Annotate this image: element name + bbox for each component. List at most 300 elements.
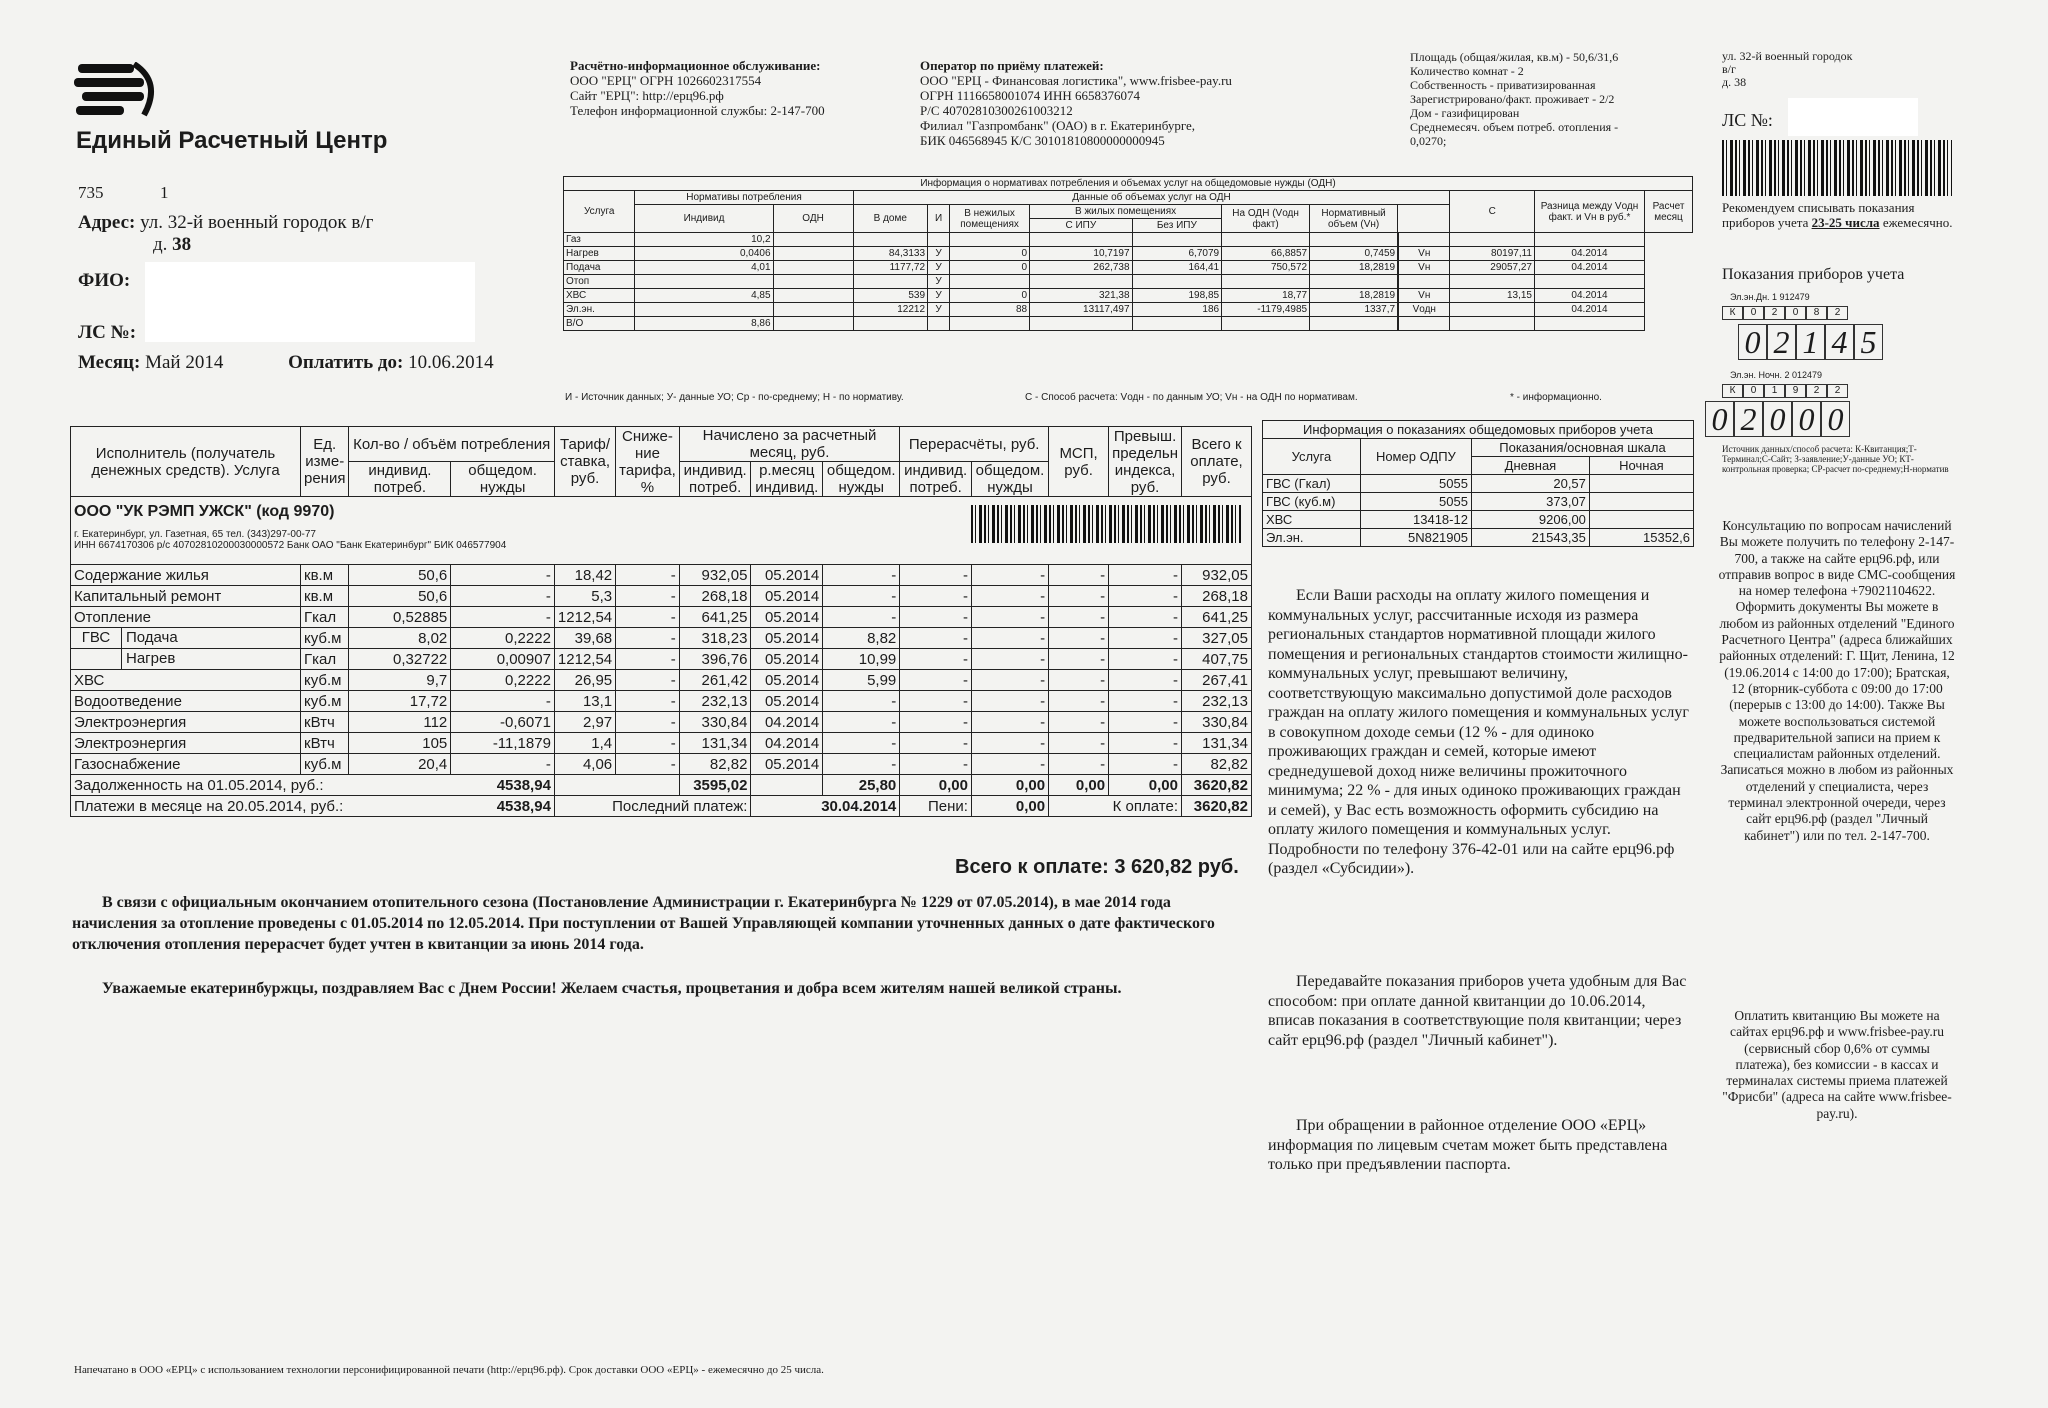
- meter-prev-digit: 0: [1743, 306, 1764, 320]
- meter-prev-digit: 9: [1785, 384, 1806, 398]
- odn-cell: [773, 233, 853, 247]
- house-meter-service: ГВС (Гкал): [1263, 475, 1361, 493]
- charge-accc-cell: 10,99: [823, 649, 900, 670]
- house-meter-row: [1263, 529, 1694, 547]
- charge-unit-cell: кВтч: [301, 712, 349, 733]
- house-meter-cell: [1589, 475, 1693, 493]
- charge-tot-cell: 232,13: [1182, 691, 1252, 712]
- main-h-executor: Исполнитель (получатель денежных средств). Услуга: [71, 427, 301, 497]
- charge-red-cell: -: [616, 691, 680, 712]
- charge-com-cell: 0,00907: [451, 649, 555, 670]
- charge-tariff-cell: 18,42: [554, 565, 615, 586]
- odn-cell: 6,7079: [1132, 247, 1222, 261]
- charge-acc-cell: 396,76: [679, 649, 751, 670]
- charge-ri-cell: -: [900, 691, 972, 712]
- charge-ind-cell: 20,4: [349, 754, 451, 775]
- meter-submit-text: Передавайте показания приборов учета удобным для Вас способом: при оплате данной квитанции до 10.06.2014, вписав показания в соответствующие поля квитанции; через сайт ерц96.рф (раздел "Личный кабинет").: [1268, 973, 1687, 1049]
- main-h-rec-ind: индивид. потреб.: [900, 462, 972, 497]
- odn-cell: [1030, 233, 1133, 247]
- charge-rc-cell: -: [971, 712, 1048, 733]
- sum-msp: 0,00: [1049, 775, 1109, 796]
- charge-rc-cell: -: [971, 670, 1048, 691]
- odn-cell: [1030, 275, 1133, 289]
- odn-cell: Vн: [1399, 247, 1450, 261]
- charge-unit-cell: куб.м: [301, 628, 349, 649]
- odn-cell: 8,86: [635, 317, 773, 331]
- odn-h-noipu: Без ИПУ: [1132, 219, 1222, 233]
- charge-rc-cell: -: [971, 565, 1048, 586]
- charge-exc-cell: -: [1109, 712, 1182, 733]
- charge-msp-cell: -: [1049, 712, 1109, 733]
- charge-ind-cell: 8,02: [349, 628, 451, 649]
- main-h-acc-ind: индивид. потреб.: [679, 462, 751, 497]
- last-payment-value: 30.04.2014: [751, 796, 900, 817]
- pay-until-value: 10.06.2014: [408, 352, 494, 373]
- property-line: 0,0270;: [1410, 134, 1447, 148]
- odn-cell: [1399, 317, 1450, 331]
- odn-cell: [1310, 317, 1398, 331]
- property-line: Количество комнат - 2: [1410, 64, 1524, 78]
- charge-rc-cell: -: [971, 628, 1048, 649]
- house-meter-cell: 5055: [1360, 475, 1471, 493]
- house-meter-cell: 20,57: [1471, 475, 1589, 493]
- odn-service-cell: Нагрев: [564, 247, 635, 261]
- charge-service-name: ХВС: [71, 670, 301, 691]
- odn-cell: [1132, 275, 1222, 289]
- account-code-b: 1: [160, 183, 169, 202]
- odn-cell: [1399, 275, 1450, 289]
- charge-tariff-cell: 26,95: [554, 670, 615, 691]
- charge-accc-cell: -: [823, 691, 900, 712]
- odn-service-cell: Эл.эн.: [564, 303, 635, 317]
- house-meter-cell: 9206,00: [1471, 511, 1589, 529]
- charge-tot-cell: 268,18: [1182, 586, 1252, 607]
- odn-cell: У: [928, 275, 950, 289]
- ls-redaction: [145, 300, 475, 342]
- odn-h-calc: Расчет месяц: [1645, 191, 1693, 233]
- charge-acc-cell: 82,82: [679, 754, 751, 775]
- charge-com-cell: -: [451, 607, 555, 628]
- odn-cell: -1179,4985: [1222, 303, 1310, 317]
- charge-msp-cell: -: [1049, 670, 1109, 691]
- charge-com-cell: -11,1879: [451, 733, 555, 754]
- charge-accc-cell: -: [823, 607, 900, 628]
- meter1-label: Эл.эн.Дн. 1 912479: [1730, 292, 1810, 302]
- charge-row: [71, 691, 1252, 712]
- charge-accc-cell: -: [823, 586, 900, 607]
- charge-service-name: Содержание жилья: [71, 565, 301, 586]
- meter-prev-digit: 2: [1827, 306, 1848, 320]
- house-meter-row: [1263, 475, 1694, 493]
- odn-cell: 04.2014: [1535, 247, 1645, 261]
- house-meter-cell: 5N821905: [1360, 529, 1471, 547]
- odn-cell: [1535, 233, 1645, 247]
- odn-cell: 0: [950, 261, 1030, 275]
- charge-month-cell: 05.2014: [751, 754, 823, 775]
- odn-cell: [928, 233, 950, 247]
- meter-prev-digit: 8: [1806, 306, 1827, 320]
- charge-tariff-cell: 1212,54: [554, 607, 615, 628]
- house-meter-row: [1263, 511, 1694, 529]
- odn-cell: [773, 289, 853, 303]
- odn-cell: 750,572: [1222, 261, 1310, 275]
- last-payment-label: Последний платеж:: [554, 796, 751, 817]
- stub-ls-label: ЛС №:: [1722, 110, 1773, 130]
- odn-cell: [1222, 275, 1310, 289]
- main-h-qty: Кол-во / объём потребления: [349, 427, 554, 462]
- charge-service-name: Газоснабжение: [71, 754, 301, 775]
- odn-cell: [1535, 275, 1645, 289]
- dev-h-scale: Показания/основная шкала: [1471, 439, 1693, 457]
- meter-new-digit-box[interactable]: 5: [1854, 324, 1883, 360]
- month-value: Май 2014: [145, 352, 224, 373]
- sum-accrued: 3595,02: [679, 775, 751, 796]
- address-house: 38: [172, 234, 192, 255]
- odn-cell: 321,38: [1030, 289, 1133, 303]
- charge-tot-cell: 82,82: [1182, 754, 1252, 775]
- paid-label: Платежи в месяце на 20.05.2014, руб.:: [71, 796, 451, 817]
- odn-service-cell: Газ: [564, 233, 635, 247]
- odn-note-1: И - Источник данных; У- данные УО; Ср - по-среднему; Н - по нормативу.: [565, 392, 904, 403]
- charge-red-cell: -: [616, 565, 680, 586]
- odn-cell: [950, 275, 1030, 289]
- charge-acc-cell: 330,84: [679, 712, 751, 733]
- odn-h-norms: Нормативы потребления: [635, 191, 853, 205]
- odn-h-data: Данные об объемах услуг на ОДН: [853, 191, 1450, 205]
- odn-cell: [1450, 317, 1535, 331]
- subsidy-text: Если Ваши расходы на оплату жилого помещения и коммунальных услуг, рассчитанные исходя из размера региональных стандартов нормативной площади жилого помещения и региональных стандартов стоимости жилищно-коммунальных услуг, превышают величину, соответствующую максимально допустимой доле расходов граждан на оплату жилого помещения и коммунальных услуг в совокупном доходе семьи (12 % - для одиноко проживающих граждан и семей, которые имеют среднедушевой доход ниже величины прожиточного минимума; 22 % - для иных одиноко проживающих граждан и семей), у Вас есть возможность оформить субсидию на оплату жилого помещения и коммунальных услуг. Подробности по телефону 376-42-01 или на сайте ерц96.рф (раздел «Субсидии»).: [1268, 587, 1689, 877]
- charge-ri-cell: -: [900, 754, 972, 775]
- address-line1: ул. 32-й военный городок в/г: [140, 212, 374, 233]
- odn-cell: 4,85: [635, 289, 773, 303]
- charge-tot-cell: 327,05: [1182, 628, 1252, 649]
- charge-tariff-cell: 5,3: [554, 586, 615, 607]
- odn-cell: 84,3133: [853, 247, 927, 261]
- charge-rc-cell: -: [971, 586, 1048, 607]
- odn-service-cell: Подача: [564, 261, 635, 275]
- meter-prev-digit: К: [1722, 306, 1743, 320]
- odn-row: [564, 303, 1693, 317]
- house-meter-row: [1263, 493, 1694, 511]
- greeting-notice: Уважаемые екатеринбуржцы, поздравляем Вас с Днем России! Желаем счастья, процветания и добра всем жителям нашей великой страны.: [102, 980, 1122, 997]
- odn-cell: У: [928, 289, 950, 303]
- provider-barcode: [971, 505, 1241, 543]
- charge-row: [71, 607, 1252, 628]
- charge-exc-cell: -: [1109, 586, 1182, 607]
- odn-h-normvol: Нормативный объем (Vн): [1310, 205, 1398, 233]
- meter-prev-digit: 0: [1743, 384, 1764, 398]
- odn-cell: 164,41: [1132, 261, 1222, 275]
- odn-cell: [853, 275, 927, 289]
- house-meter-cell: [1589, 511, 1693, 529]
- odn-cell: 04.2014: [1535, 289, 1645, 303]
- odn-cell: [773, 317, 853, 331]
- company-logo: [74, 62, 166, 120]
- operator-line: БИК 046568945 К/С 30101810800000000945: [920, 133, 1165, 148]
- odn-cell: [1222, 233, 1310, 247]
- sum-total: 3620,82: [1182, 775, 1252, 796]
- to-pay-label: К оплате:: [1049, 796, 1182, 817]
- charge-unit-cell: кв.м: [301, 586, 349, 607]
- charge-exc-cell: -: [1109, 733, 1182, 754]
- house-meter-cell: 5055: [1360, 493, 1471, 511]
- charge-exc-cell: -: [1109, 670, 1182, 691]
- erc-logo-icon: [74, 62, 166, 120]
- gvs-group-label: ГВС: [81, 629, 111, 646]
- charge-com-cell: -: [451, 754, 555, 775]
- stub-barcode: [1722, 140, 1952, 196]
- odn-cell: Vн: [1399, 289, 1450, 303]
- odn-cell: [1222, 317, 1310, 331]
- charge-exc-cell: -: [1109, 607, 1182, 628]
- odn-row: [564, 233, 1693, 247]
- charge-red-cell: -: [616, 649, 680, 670]
- odn-h-onodn: На ОДН (Vодн факт): [1222, 205, 1310, 233]
- charge-rc-cell: -: [971, 754, 1048, 775]
- charge-red-cell: -: [616, 607, 680, 628]
- odn-cell: 10,2: [635, 233, 773, 247]
- charge-accc-cell: 5,99: [823, 670, 900, 691]
- month-row: [78, 352, 494, 374]
- charge-msp-cell: -: [1049, 754, 1109, 775]
- ls-label: ЛС №:: [78, 322, 137, 343]
- charge-msp-cell: -: [1049, 649, 1109, 670]
- charge-service-name: Водоотведение: [71, 691, 301, 712]
- charge-month-cell: 05.2014: [751, 670, 823, 691]
- meter-new-digit-box[interactable]: 2: [1734, 401, 1763, 437]
- odn-cell: 1337,7: [1310, 303, 1398, 317]
- odn-row: [564, 275, 1693, 289]
- odn-cell: [1030, 317, 1133, 331]
- charge-month-cell: 05.2014: [751, 565, 823, 586]
- odn-cell: [773, 303, 853, 317]
- odn-cell: [773, 247, 853, 261]
- charge-service-name: Электроэнергия: [71, 733, 301, 754]
- odn-cell: [1450, 303, 1535, 317]
- odn-cell: [1310, 275, 1398, 289]
- charge-row: [71, 712, 1252, 733]
- charge-row: [71, 733, 1252, 754]
- odn-cell: [773, 261, 853, 275]
- odn-cell: 186: [1132, 303, 1222, 317]
- charge-tariff-cell: 2,97: [554, 712, 615, 733]
- main-h-qty-ind: индивид. потреб.: [349, 462, 451, 497]
- charge-ind-cell: 112: [349, 712, 451, 733]
- address-block: [78, 212, 373, 256]
- charge-ri-cell: -: [900, 565, 972, 586]
- recommend-days: 23-25 числа: [1811, 215, 1880, 230]
- service-info-line: ООО "ЕРЦ" ОГРН 1026602317554: [570, 73, 762, 88]
- charge-row: [71, 754, 1252, 775]
- sum-excess: 0,00: [1109, 775, 1182, 796]
- odn-cell: [1450, 275, 1535, 289]
- charge-service-name: Подача: [121, 628, 178, 648]
- odn-cell: 29057,27: [1450, 261, 1535, 275]
- stub-address-line: ул. 32-й военный городок в/г: [1722, 49, 1853, 76]
- charge-exc-cell: -: [1109, 691, 1182, 712]
- charge-row: [71, 565, 1252, 586]
- main-h-tariff: Тариф/ ставка, руб.: [554, 427, 615, 497]
- meter-new-digit-box[interactable]: 0: [1705, 401, 1734, 437]
- operator-line: Оператор по приёму платежей:: [920, 58, 1104, 73]
- house-meter-cell: 15352,6: [1589, 529, 1693, 547]
- odn-service-cell: ХВС: [564, 289, 635, 303]
- odn-note-2: С - Способ расчета: Vодн - по данным УО; Vн - на ОДН по нормативам.: [1025, 392, 1358, 403]
- house-meter-cell: 373,07: [1471, 493, 1589, 511]
- charge-tot-cell: 641,25: [1182, 607, 1252, 628]
- main-h-unit: Ед. изме-рения: [301, 427, 349, 497]
- charge-rc-cell: -: [971, 649, 1048, 670]
- account-code-a: 735: [78, 183, 104, 202]
- charge-unit-cell: куб.м: [301, 670, 349, 691]
- charge-tot-cell: 932,05: [1182, 565, 1252, 586]
- meter-new-digit-box[interactable]: 0: [1821, 401, 1850, 437]
- odn-cell: 13117,497: [1030, 303, 1133, 317]
- odn-cell: [773, 275, 853, 289]
- meter-prev-digit: К: [1722, 384, 1743, 398]
- charge-com-cell: -: [451, 691, 555, 712]
- charge-accc-cell: -: [823, 565, 900, 586]
- operator-info: [920, 58, 1340, 148]
- main-h-acc-month: р.месяц индивид.: [751, 462, 823, 497]
- charge-tariff-cell: 1212,54: [554, 649, 615, 670]
- charge-month-cell: 05.2014: [751, 586, 823, 607]
- fio-redaction: [145, 262, 475, 300]
- charge-msp-cell: -: [1049, 691, 1109, 712]
- debt-label: Задолженность на 01.05.2014, руб.:: [71, 775, 451, 796]
- odn-cell: 18,77: [1222, 289, 1310, 303]
- address-label: Адрес:: [78, 212, 136, 233]
- meter-new-digit-box[interactable]: 2: [1767, 324, 1796, 360]
- address-line2-prefix: д.: [153, 234, 168, 255]
- odn-cell: [853, 233, 927, 247]
- house-meter-cell: 13418-12: [1360, 511, 1471, 529]
- charge-month-cell: 04.2014: [751, 733, 823, 754]
- odn-cell: У: [928, 247, 950, 261]
- charge-acc-cell: 131,34: [679, 733, 751, 754]
- charge-ind-cell: 50,6: [349, 586, 451, 607]
- recommend-tail: ежемесячно.: [1882, 215, 1953, 230]
- meter-prev-digit: 2: [1827, 384, 1848, 398]
- main-h-qty-com: общедом. нужды: [451, 462, 555, 497]
- service-info-line: Расчётно-информационное обслуживание:: [570, 58, 821, 73]
- dev-h-service: Услуга: [1263, 439, 1361, 475]
- odn-cell: [853, 317, 927, 331]
- charge-ri-cell: -: [900, 586, 972, 607]
- odn-row: [564, 289, 1693, 303]
- charge-red-cell: -: [616, 586, 680, 607]
- dev-h-num: Номер ОДПУ: [1360, 439, 1471, 475]
- operator-line: ОГРН 1116658001074 ИНН 6658376074: [920, 88, 1140, 103]
- pay-online-text: Оплатить квитанцию Вы можете на сайтах ерц96.рф и www.frisbee-pay.ru (сервисный сбор 0,6% от суммы платежа), без комиссии - в кассах и терминалах системы приема платежей "Фрисби" (адреса на сайте www.frisbee-pay.ru).: [1722, 1008, 1952, 1121]
- charge-month-cell: 05.2014: [751, 607, 823, 628]
- meter1-new-reading[interactable]: [1738, 324, 1883, 360]
- odn-table: [563, 176, 1693, 331]
- odn-h-nonres: В нежилых помещениях: [950, 205, 1030, 233]
- charge-ri-cell: -: [900, 670, 972, 691]
- charge-service-name: Капитальный ремонт: [71, 586, 301, 607]
- operator-line: Р/С 40702810300261003212: [920, 103, 1073, 118]
- charge-acc-cell: 232,13: [679, 691, 751, 712]
- charge-msp-cell: -: [1049, 586, 1109, 607]
- stub-house: д. 38: [1722, 75, 1747, 89]
- sum-recalc-com: 0,00: [971, 775, 1048, 796]
- charge-month-cell: 05.2014: [751, 649, 823, 670]
- meter1-prev-reading: [1722, 306, 1848, 320]
- odn-cell: 0: [950, 289, 1030, 303]
- charge-acc-cell: 268,18: [679, 586, 751, 607]
- fine-label: Пени:: [900, 796, 972, 817]
- charge-msp-cell: -: [1049, 607, 1109, 628]
- odn-cell: [1132, 233, 1222, 247]
- charge-tot-cell: 267,41: [1182, 670, 1252, 691]
- charge-ri-cell: -: [900, 649, 972, 670]
- readings-title: Показания приборов учета: [1722, 266, 1905, 283]
- charge-unit-cell: куб.м: [301, 754, 349, 775]
- charge-exc-cell: -: [1109, 649, 1182, 670]
- odn-cell: [635, 275, 773, 289]
- odn-h-service: Услуга: [564, 191, 635, 233]
- odn-cell: У: [928, 303, 950, 317]
- meter-prev-digit: 2: [1806, 384, 1827, 398]
- odn-cell: 10,7197: [1030, 247, 1133, 261]
- odn-note-3: * - информационно.: [1510, 392, 1602, 403]
- company-name: Единый Расчетный Центр: [76, 127, 388, 154]
- fio-label: ФИО:: [78, 270, 131, 291]
- charge-com-cell: -0,6071: [451, 712, 555, 733]
- odn-cell: 13,15: [1450, 289, 1535, 303]
- charge-ri-cell: -: [900, 628, 972, 649]
- charge-acc-cell: 932,05: [679, 565, 751, 586]
- charge-red-cell: -: [616, 733, 680, 754]
- odn-cell: 0,7459: [1310, 247, 1398, 261]
- meter-new-digit-box[interactable]: 1: [1796, 324, 1825, 360]
- charge-row: [71, 628, 1252, 649]
- meter-new-digit-box[interactable]: 0: [1763, 401, 1792, 437]
- charge-ind-cell: 9,7: [349, 670, 451, 691]
- charge-ind-cell: 0,52885: [349, 607, 451, 628]
- main-h-accrued: Начислено за расчетный месяц, руб.: [679, 427, 900, 462]
- odn-row: [564, 317, 1693, 331]
- charge-row: [71, 586, 1252, 607]
- main-h-msp: МСП, руб.: [1049, 427, 1109, 497]
- property-line: Дом - газифицирован: [1410, 106, 1520, 120]
- odn-row: [564, 261, 1693, 275]
- house-meter-service: ГВС (куб.м): [1263, 493, 1361, 511]
- odn-h-c: С: [1450, 191, 1535, 233]
- charge-row: [71, 670, 1252, 691]
- meter-new-digit-box[interactable]: 4: [1825, 324, 1854, 360]
- charge-accc-cell: -: [823, 733, 900, 754]
- provider-cell: [71, 497, 1252, 565]
- sum-accrued-common: 25,80: [823, 775, 900, 796]
- meter2-new-reading[interactable]: [1705, 401, 1850, 437]
- odn-cell: 18,2819: [1310, 289, 1398, 303]
- odn-cell: 4,01: [635, 261, 773, 275]
- readings-legend: Источник данных/способ расчета: К-Квитанция;Т-Терминал;С-Сайт; З-заявление;У-данные УО; КТ-контрольная проверка; СР-расчет по-среднему;Н-норматив: [1722, 444, 1949, 474]
- charge-ri-cell: -: [900, 712, 972, 733]
- meter2-label: Эл.эн. Ночн. 2 012479: [1730, 370, 1822, 380]
- main-h-rec-com: общедом. нужды: [971, 462, 1048, 497]
- odn-h-house: В доме: [853, 205, 927, 233]
- dev-h-day: Дневная: [1471, 457, 1589, 475]
- meter-prev-digit: 2: [1764, 306, 1785, 320]
- charge-tot-cell: 131,34: [1182, 733, 1252, 754]
- meter-new-digit-box[interactable]: 0: [1738, 324, 1767, 360]
- meter-new-digit-box[interactable]: 0: [1792, 401, 1821, 437]
- odn-cell: [1132, 317, 1222, 331]
- charge-tariff-cell: 13,1: [554, 691, 615, 712]
